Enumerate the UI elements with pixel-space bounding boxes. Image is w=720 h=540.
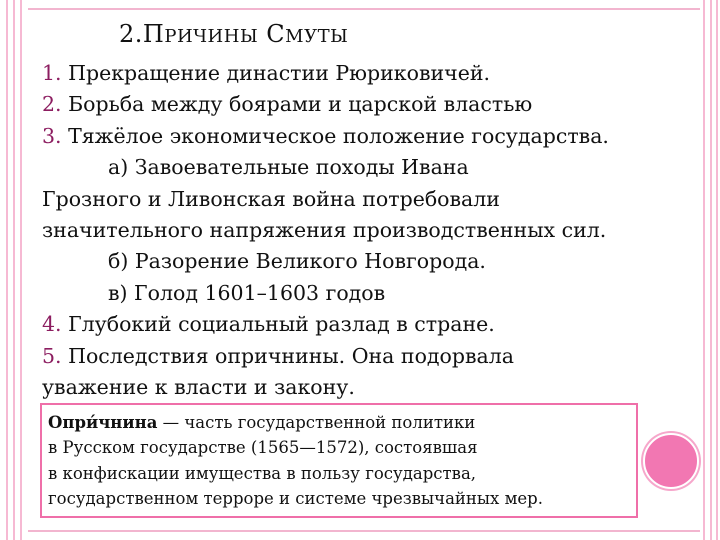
definition-line: в Русском государстве (1565—1572), состоявшая — [48, 438, 478, 458]
sub-item-c — [42, 278, 682, 309]
sub-item-a-continuation — [42, 184, 682, 215]
top-frame-decoration — [28, 0, 700, 10]
definition-line: государственном терроре и системе чрезвычайных мер. — [48, 488, 543, 508]
list-item — [42, 89, 682, 120]
causes-list — [42, 58, 682, 403]
sub-item-text: значительного напряжения производственных сил. — [42, 217, 607, 242]
item-text: Борьба между боярами и царской властью — [61, 92, 533, 117]
item-text: Тяжёлое экономическое положение государства. — [61, 123, 609, 148]
sub-item-b — [42, 246, 682, 277]
bottom-frame-decoration — [28, 530, 700, 540]
title-part: С — [258, 20, 286, 48]
list-item — [42, 341, 682, 372]
list-item — [42, 58, 682, 89]
item-number: 2. — [42, 92, 62, 117]
item-number: 5. — [42, 343, 62, 368]
definition-line — [48, 410, 636, 435]
item-text: Прекращение династии Рюриковичей. — [61, 61, 491, 85]
list-item — [42, 309, 682, 340]
item-text: Последствия опричнины. Она подорвала — [61, 343, 515, 368]
left-frame-decoration — [0, 0, 28, 540]
title-part: РИЧИНЫ — [164, 26, 259, 47]
definition-line: в конфискации имущества в пользу государства, — [48, 463, 477, 483]
sub-item-text: б) Разорение Великого Новгорода. — [108, 249, 486, 274]
item-text: Глубокий социальный разлад в стране. — [61, 312, 495, 337]
title-part: МУТЫ — [285, 26, 349, 47]
item-number: 1. — [42, 61, 62, 85]
slide-title — [119, 20, 348, 48]
definition-box — [40, 403, 638, 518]
definition-text: — часть государственной политики — [157, 413, 476, 432]
sub-item-a-continuation — [42, 215, 682, 246]
item-number: 3. — [42, 123, 62, 148]
list-item-continuation — [42, 372, 682, 403]
title-part: 2.П — [119, 20, 165, 48]
definition-term: Опри́чнина — [48, 413, 158, 432]
right-frame-decoration — [700, 0, 720, 540]
list-item — [42, 121, 682, 152]
item-text: уважение к власти и закону. — [42, 374, 355, 399]
sub-item-text: в) Голод 1601–1603 годов — [108, 280, 386, 305]
item-number: 4. — [42, 312, 62, 337]
sub-item-text: Грозного и Ливонская война потребовали — [42, 186, 500, 211]
sub-item-a — [42, 152, 682, 183]
sub-item-text: а) Завоевательные походы Ивана — [108, 155, 469, 180]
pink-circle-decoration — [643, 433, 699, 489]
